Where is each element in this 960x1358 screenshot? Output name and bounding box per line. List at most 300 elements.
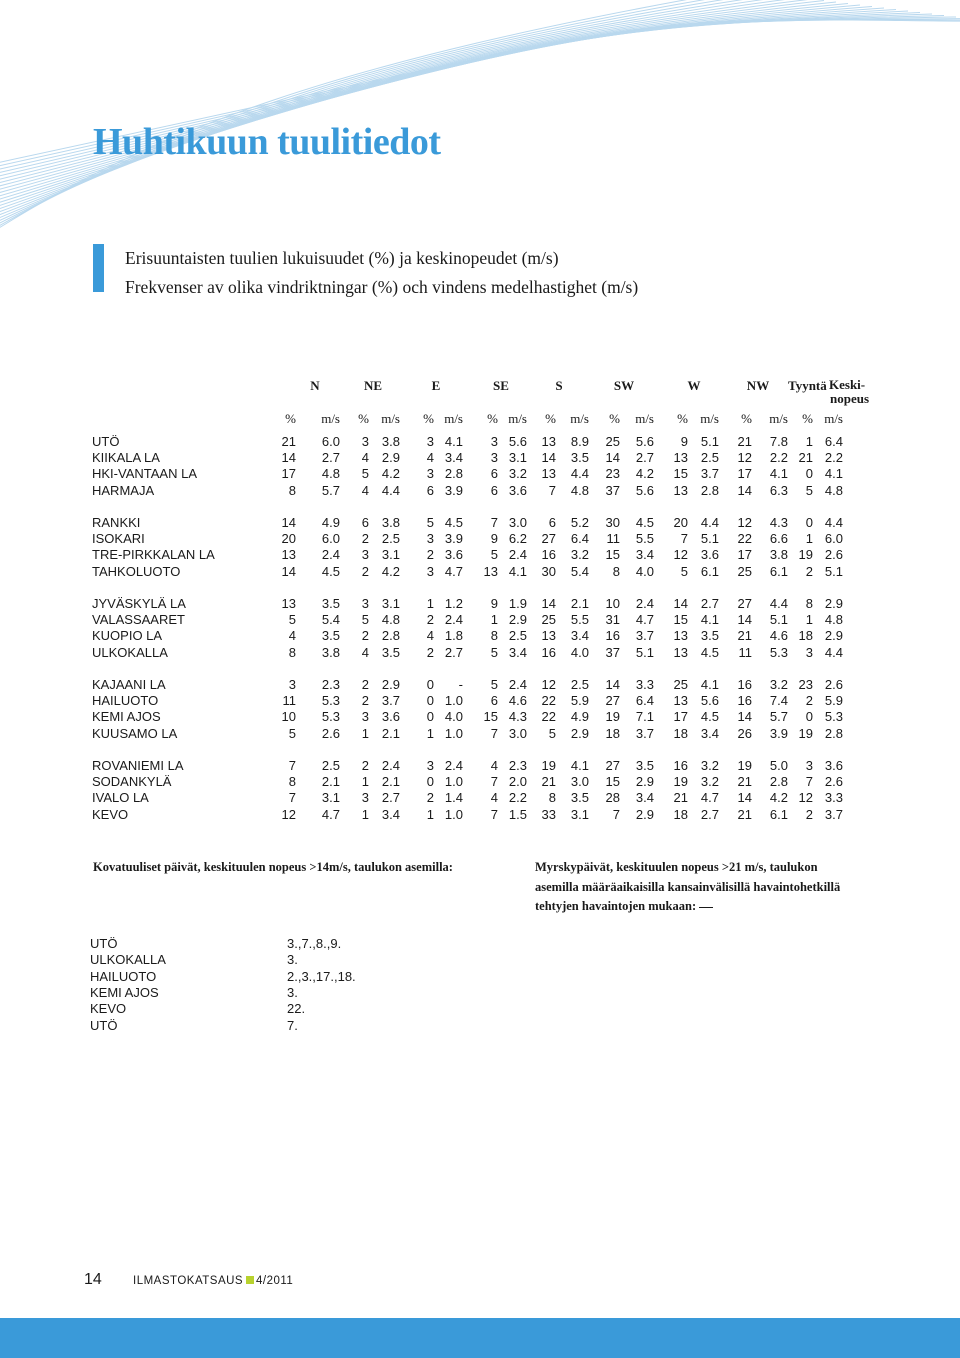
cell-speed: 5.9 — [570, 693, 589, 709]
unit-pct: % — [545, 411, 556, 426]
header-mean-speed — [829, 378, 869, 406]
cell-speed: 2.1 — [570, 596, 589, 611]
cell-frequency: 14 — [737, 709, 752, 725]
cell-speed: 2.5 — [321, 758, 340, 773]
cell-frequency: 14 — [737, 482, 752, 498]
cell-speed: 3.1 — [570, 806, 589, 822]
cell-frequency: 0 — [805, 515, 813, 530]
cell-speed: 2.7 — [444, 644, 463, 660]
cell-speed: 2.1 — [381, 725, 400, 741]
bottom-accent-band — [0, 1318, 960, 1358]
cell-frequency: 21 — [737, 434, 752, 449]
cell-frequency: 7 — [612, 806, 620, 822]
cell-frequency: 25 — [673, 677, 688, 692]
cell-frequency: 22 — [541, 693, 556, 709]
cell-speed: 4.2 — [381, 466, 400, 482]
gale-station: ULKOKALLA — [90, 952, 166, 968]
cell-speed: 3.5 — [635, 758, 654, 773]
cell-speed: 3.6 — [444, 547, 463, 563]
cell-frequency: 13 — [541, 628, 556, 644]
cell-speed: 2.9 — [824, 596, 843, 611]
cell-speed: 8.9 — [570, 434, 589, 449]
cell-speed: 2.5 — [381, 531, 400, 547]
cell-frequency: 6 — [548, 515, 556, 530]
cell-frequency: 21 — [737, 806, 752, 822]
cell-frequency: 5 — [490, 547, 498, 563]
unit-pct: % — [423, 411, 434, 426]
cell-frequency: 28 — [605, 790, 620, 806]
cell-frequency: 22 — [541, 709, 556, 725]
cell-speed: 4.6 — [508, 693, 527, 709]
cell-speed: 1.0 — [444, 806, 463, 822]
cell-frequency: 21 — [737, 774, 752, 790]
cell-frequency: 3 — [361, 790, 369, 806]
storm-note-line1: Myrskypäivät, keskituulen nopeus >21 m/s, taulukon — [535, 860, 818, 874]
cell-speed: 2.4 — [381, 758, 400, 773]
cell-frequency: 23 — [605, 466, 620, 482]
swirl-line — [0, 0, 776, 230]
cell-speed: 3.0 — [570, 774, 589, 790]
swirl-line — [0, 0, 764, 233]
cell-speed: 3.1 — [381, 547, 400, 563]
cell-frequency: 22 — [737, 531, 752, 547]
cell-frequency: 2 — [805, 806, 813, 822]
cell-frequency: 7 — [490, 774, 498, 790]
cell-speed: 2.7 — [700, 596, 719, 611]
cell-frequency: 11 — [738, 644, 752, 660]
unit-ms: m/s — [381, 411, 400, 426]
cell-frequency: 14 — [605, 677, 620, 692]
cell-speed: 6.1 — [700, 563, 719, 579]
unit-pct: % — [802, 411, 813, 426]
cell-frequency: 12 — [737, 450, 752, 466]
station-name: JYVÄSKYLÄ LA — [92, 596, 186, 611]
cell-speed: 1.0 — [444, 725, 463, 741]
cell-speed: 2.7 — [635, 450, 654, 466]
cell-speed: 4.8 — [570, 482, 589, 498]
cell-speed: 3.7 — [381, 693, 400, 709]
gale-dates: 3.,7.,8.,9. — [287, 936, 342, 951]
cell-speed: 5.3 — [321, 693, 340, 709]
cell-speed: 4.4 — [769, 596, 788, 611]
cell-speed: 5.7 — [769, 709, 788, 725]
cell-speed: 5.9 — [824, 693, 843, 709]
cell-frequency: 16 — [605, 628, 620, 644]
gale-dates: 7. — [287, 1017, 298, 1033]
cell-frequency: 7 — [490, 515, 498, 530]
header-dir-sw: SW — [613, 378, 635, 393]
cell-speed: 4.9 — [570, 709, 589, 725]
storm-days-note — [535, 858, 840, 917]
cell-frequency: 6 — [490, 466, 498, 482]
cell-speed: 3.5 — [321, 596, 340, 611]
cell-speed: 1.5 — [508, 806, 527, 822]
station-name: HAILUOTO — [92, 693, 159, 709]
header-dir-ne: NE — [363, 378, 383, 393]
cell-speed: 4.9 — [321, 515, 340, 530]
cell-speed: 3.4 — [700, 725, 719, 741]
swirl-line — [0, 2, 836, 212]
cell-speed: 2.3 — [321, 677, 340, 692]
swirl-line — [0, 0, 812, 219]
cell-speed: 3.2 — [700, 774, 719, 790]
cell-frequency: 25 — [541, 612, 556, 628]
cell-frequency: 1 — [805, 612, 813, 628]
cell-speed: 2.6 — [824, 774, 843, 790]
cell-frequency: 2 — [361, 758, 369, 773]
cell-speed: 2.2 — [824, 450, 843, 466]
cell-frequency: 3 — [805, 758, 813, 773]
station-name: TRE-PIRKKALAN LA — [92, 547, 215, 563]
cell-speed: 2.9 — [635, 806, 654, 822]
subtitle-swedish: Frekvenser av olika vindriktningar (%) och vindens medelhastighet (m/s) — [125, 277, 639, 297]
cell-speed: 4.2 — [769, 790, 788, 806]
cell-frequency: 10 — [281, 709, 296, 725]
header-dir-n: N — [310, 378, 320, 393]
unit-pct: % — [487, 411, 498, 426]
cell-speed: 2.4 — [635, 596, 654, 611]
cell-frequency: 5 — [426, 515, 434, 530]
header-dir-e: E — [431, 378, 441, 393]
cell-frequency: 13 — [673, 693, 688, 709]
gale-days-heading: Kovatuuliset päivät, keskituulen nopeus >14m/s, taulukon asemilla: — [93, 860, 453, 874]
cell-speed: 2.2 — [508, 790, 527, 806]
cell-speed: 3.2 — [769, 677, 788, 692]
cell-frequency: 19 — [798, 725, 813, 741]
cell-speed: 6.1 — [769, 563, 788, 579]
cell-frequency: 13 — [483, 563, 498, 579]
cell-frequency: 12 — [541, 677, 556, 692]
cell-frequency: 8 — [288, 774, 296, 790]
cell-speed: 5.4 — [321, 612, 340, 628]
cell-speed: 3.4 — [508, 644, 527, 660]
cell-frequency: 10 — [605, 596, 620, 611]
cell-speed: 3.7 — [635, 628, 654, 644]
cell-frequency: 18 — [798, 628, 813, 644]
cell-speed: 4.4 — [700, 515, 719, 530]
cell-speed: 3.6 — [700, 547, 719, 563]
cell-frequency: 3 — [426, 531, 434, 547]
cell-speed: 3.4 — [635, 790, 654, 806]
cell-speed: 1.0 — [444, 774, 463, 790]
cell-frequency: 21 — [673, 790, 688, 806]
cell-frequency: 19 — [541, 758, 556, 773]
cell-speed: 3.9 — [444, 531, 463, 547]
cell-speed: 6.0 — [321, 434, 340, 449]
cell-frequency: 21 — [281, 434, 296, 449]
cell-frequency: 19 — [605, 709, 620, 725]
cell-frequency: 7 — [490, 725, 498, 741]
storm-note-line2: asemilla määräaikaisilla kansainvälisillä havaintohetkillä — [535, 879, 841, 894]
publication-marker-square — [246, 1276, 254, 1284]
cell-speed: 6.4 — [824, 434, 843, 449]
cell-speed: 7.1 — [635, 709, 654, 725]
cell-frequency: 14 — [541, 596, 556, 611]
unit-pct: % — [741, 411, 752, 426]
cell-frequency: 1 — [426, 806, 434, 822]
cell-speed: 2.1 — [381, 774, 400, 790]
cell-speed: 6.2 — [508, 531, 527, 547]
cell-frequency: 13 — [673, 450, 688, 466]
cell-frequency: 3 — [805, 644, 813, 660]
cell-frequency: 4 — [361, 482, 369, 498]
cell-speed: 3.3 — [824, 790, 843, 806]
station-name: ISOKARI — [92, 531, 145, 547]
gale-dates: 3. — [287, 984, 298, 1000]
cell-speed: 3.6 — [381, 709, 400, 725]
cell-speed: 1.9 — [508, 596, 527, 611]
cell-frequency: 2 — [805, 563, 813, 579]
gale-station: UTÖ — [90, 1017, 118, 1033]
cell-speed: 3.4 — [381, 806, 400, 822]
swirl-line — [0, 7, 872, 202]
cell-frequency: 13 — [541, 434, 556, 449]
cell-speed: 3.0 — [508, 515, 527, 530]
gale-dates: 22. — [287, 1001, 306, 1017]
cell-frequency: 9 — [490, 596, 498, 611]
cell-speed: 2.6 — [824, 547, 843, 563]
cell-frequency: 1 — [426, 596, 434, 611]
cell-frequency: 17 — [673, 709, 688, 725]
cell-speed: 4.1 — [824, 466, 843, 482]
unit-ms: m/s — [635, 411, 654, 426]
unit-ms: m/s — [700, 411, 719, 426]
cell-frequency: 7 — [680, 531, 688, 547]
station-name: HARMAJA — [92, 482, 155, 498]
cell-speed: 1.0 — [444, 693, 463, 709]
cell-speed: 3.9 — [444, 482, 463, 498]
cell-frequency: 27 — [541, 531, 556, 547]
cell-speed: 3.6 — [508, 482, 527, 498]
swirl-line — [0, 4, 848, 209]
cell-frequency: 14 — [281, 515, 296, 530]
cell-speed: 3.5 — [570, 450, 589, 466]
cell-speed: 1.8 — [444, 628, 463, 644]
cell-frequency: 5 — [361, 612, 369, 628]
cell-speed: 4.1 — [769, 466, 788, 482]
cell-speed: 4.8 — [824, 482, 843, 498]
cell-frequency: 7 — [548, 482, 556, 498]
cell-speed: 3.3 — [635, 677, 654, 692]
cell-speed: 2.9 — [381, 450, 400, 466]
cell-speed: 3.1 — [321, 790, 340, 806]
unit-ms: m/s — [824, 411, 843, 426]
cell-frequency: 37 — [605, 644, 620, 660]
cell-speed: 5.3 — [321, 709, 340, 725]
cell-frequency: 21 — [798, 450, 813, 466]
cell-speed: 4.1 — [508, 563, 527, 579]
cell-frequency: 14 — [673, 596, 688, 611]
issue-number: 4/2011 — [256, 1275, 294, 1287]
cell-frequency: 15 — [673, 612, 688, 628]
swirl-line — [0, 0, 752, 237]
header-dir-se: SE — [493, 378, 509, 393]
cell-frequency: 8 — [548, 790, 556, 806]
cell-frequency: 6 — [490, 693, 498, 709]
cell-speed: 3.6 — [824, 758, 843, 773]
cell-frequency: 5 — [548, 725, 556, 741]
cell-speed: - — [458, 677, 463, 692]
cell-frequency: 20 — [673, 515, 688, 530]
cell-frequency: 17 — [737, 466, 752, 482]
swirl-line — [0, 11, 908, 191]
cell-speed: 4.7 — [700, 790, 719, 806]
cell-speed: 4.4 — [570, 466, 589, 482]
cell-frequency: 14 — [737, 790, 752, 806]
cell-speed: 5.5 — [635, 531, 654, 547]
cell-speed: 3.1 — [381, 596, 400, 611]
cell-frequency: 13 — [281, 547, 296, 563]
cell-frequency: 15 — [605, 774, 620, 790]
cell-speed: 2.8 — [700, 482, 719, 498]
cell-frequency: 4 — [490, 790, 498, 806]
cell-frequency: 16 — [541, 644, 556, 660]
cell-frequency: 2 — [361, 628, 369, 644]
cell-frequency: 14 — [605, 450, 620, 466]
cell-frequency: 21 — [737, 628, 752, 644]
station-name: VALASSAARET — [92, 612, 185, 628]
cell-frequency: 2 — [426, 790, 434, 806]
cell-frequency: 8 — [288, 482, 296, 498]
cell-speed: 5.1 — [769, 612, 788, 628]
cell-speed: 2.9 — [824, 628, 843, 644]
subtitle-finnish: Erisuuntaisten tuulien lukuisuudet (%) ja keskinopeudet (m/s) — [125, 248, 559, 268]
header-dir-nw: NW — [746, 378, 770, 393]
cell-speed: 2.1 — [321, 774, 340, 790]
cell-speed: 4.5 — [700, 709, 719, 725]
cell-speed: 3.8 — [769, 547, 788, 563]
cell-frequency: 1 — [426, 725, 434, 741]
cell-frequency: 8 — [612, 563, 620, 579]
subtitle-accent-bar — [93, 244, 104, 292]
cell-speed: 6.1 — [769, 806, 788, 822]
cell-speed: 3.5 — [381, 644, 400, 660]
cell-speed: 3.9 — [769, 725, 788, 741]
cell-frequency: 3 — [361, 434, 369, 449]
unit-ms: m/s — [444, 411, 463, 426]
cell-speed: 2.4 — [444, 612, 463, 628]
cell-speed: 7.4 — [769, 693, 788, 709]
unit-ms: m/s — [769, 411, 788, 426]
storm-note-line3: tehtyjen havaintojen mukaan: — [535, 899, 697, 913]
cell-speed: 4.3 — [508, 709, 527, 725]
cell-speed: 5.6 — [700, 693, 719, 709]
header-mean-speed-line2: nopeus — [830, 391, 870, 406]
cell-speed: 4.1 — [700, 677, 719, 692]
cell-speed: 5.2 — [570, 515, 589, 530]
cell-speed: 5.6 — [635, 434, 654, 449]
cell-speed: 4.8 — [321, 466, 340, 482]
cell-speed: 4.7 — [321, 806, 340, 822]
cell-speed: 3.4 — [444, 450, 463, 466]
cell-frequency: 14 — [281, 563, 296, 579]
cell-speed: 1.4 — [444, 790, 463, 806]
cell-speed: 5.1 — [824, 563, 843, 579]
cell-frequency: 15 — [483, 709, 498, 725]
cell-speed: 2.2 — [769, 450, 788, 466]
cell-frequency: 5 — [805, 482, 813, 498]
station-name: KEMI AJOS — [92, 709, 161, 725]
cell-speed: 6.0 — [824, 531, 843, 547]
cell-speed: 6.6 — [769, 531, 788, 547]
cell-frequency: 13 — [673, 628, 688, 644]
cell-frequency: 16 — [541, 547, 556, 563]
cell-frequency: 21 — [541, 774, 556, 790]
swirl-line — [0, 5, 860, 205]
cell-speed: 2.7 — [381, 790, 400, 806]
cell-speed: 3.7 — [635, 725, 654, 741]
cell-speed: 4.5 — [700, 644, 719, 660]
cell-frequency: 7 — [288, 790, 296, 806]
cell-frequency: 4 — [288, 628, 296, 644]
cell-frequency: 27 — [737, 596, 752, 611]
gale-station: KEMI AJOS — [90, 984, 159, 1000]
cell-frequency: 1 — [805, 434, 813, 449]
cell-frequency: 0 — [426, 677, 434, 692]
cell-frequency: 25 — [737, 563, 752, 579]
cell-frequency: 1 — [361, 774, 369, 790]
cell-frequency: 16 — [673, 758, 688, 773]
station-name: UTÖ — [92, 434, 120, 449]
cell-speed: 2.5 — [570, 677, 589, 692]
unit-ms: m/s — [508, 411, 527, 426]
cell-frequency: 12 — [673, 547, 688, 563]
cell-speed: 2.9 — [635, 774, 654, 790]
station-name: ROVANIEMI LA — [92, 758, 184, 773]
cell-speed: 7.8 — [769, 434, 788, 449]
cell-frequency: 11 — [282, 693, 296, 709]
cell-frequency: 15 — [673, 466, 688, 482]
cell-speed: 2.9 — [508, 612, 527, 628]
swirl-line — [0, 1, 824, 216]
cell-frequency: 5 — [490, 677, 498, 692]
cell-speed: 5.1 — [700, 531, 719, 547]
station-name: KAJAANI LA — [92, 677, 166, 692]
swirl-line — [0, 8, 884, 198]
cell-frequency: 0 — [426, 709, 434, 725]
cell-speed: 6.4 — [570, 531, 589, 547]
cell-frequency: 2 — [361, 563, 369, 579]
cell-frequency: 26 — [737, 725, 752, 741]
cell-speed: 4.1 — [700, 612, 719, 628]
cell-frequency: 0 — [426, 693, 434, 709]
unit-pct: % — [285, 411, 296, 426]
unit-ms: m/s — [321, 411, 340, 426]
cell-speed: 2.4 — [508, 677, 527, 692]
cell-speed: 4.6 — [769, 628, 788, 644]
cell-frequency: 3 — [490, 450, 498, 466]
gale-dates: 3. — [287, 952, 298, 968]
cell-speed: 4.4 — [824, 644, 843, 660]
cell-speed: 4.0 — [635, 563, 654, 579]
cell-frequency: 2 — [361, 531, 369, 547]
cell-frequency: 3 — [426, 563, 434, 579]
cell-frequency: 14 — [541, 450, 556, 466]
cell-speed: 4.5 — [321, 563, 340, 579]
cell-frequency: 8 — [805, 596, 813, 611]
cell-frequency: 8 — [490, 628, 498, 644]
cell-frequency: 19 — [798, 547, 813, 563]
cell-frequency: 33 — [541, 806, 556, 822]
cell-frequency: 3 — [361, 596, 369, 611]
gale-station: HAILUOTO — [90, 968, 157, 984]
cell-speed: 2.0 — [508, 774, 527, 790]
cell-speed: 1.2 — [444, 596, 463, 611]
cell-speed: 3.8 — [381, 434, 400, 449]
cell-frequency: 5 — [490, 644, 498, 660]
cell-speed: 2.6 — [824, 677, 843, 692]
cell-frequency: 15 — [605, 547, 620, 563]
